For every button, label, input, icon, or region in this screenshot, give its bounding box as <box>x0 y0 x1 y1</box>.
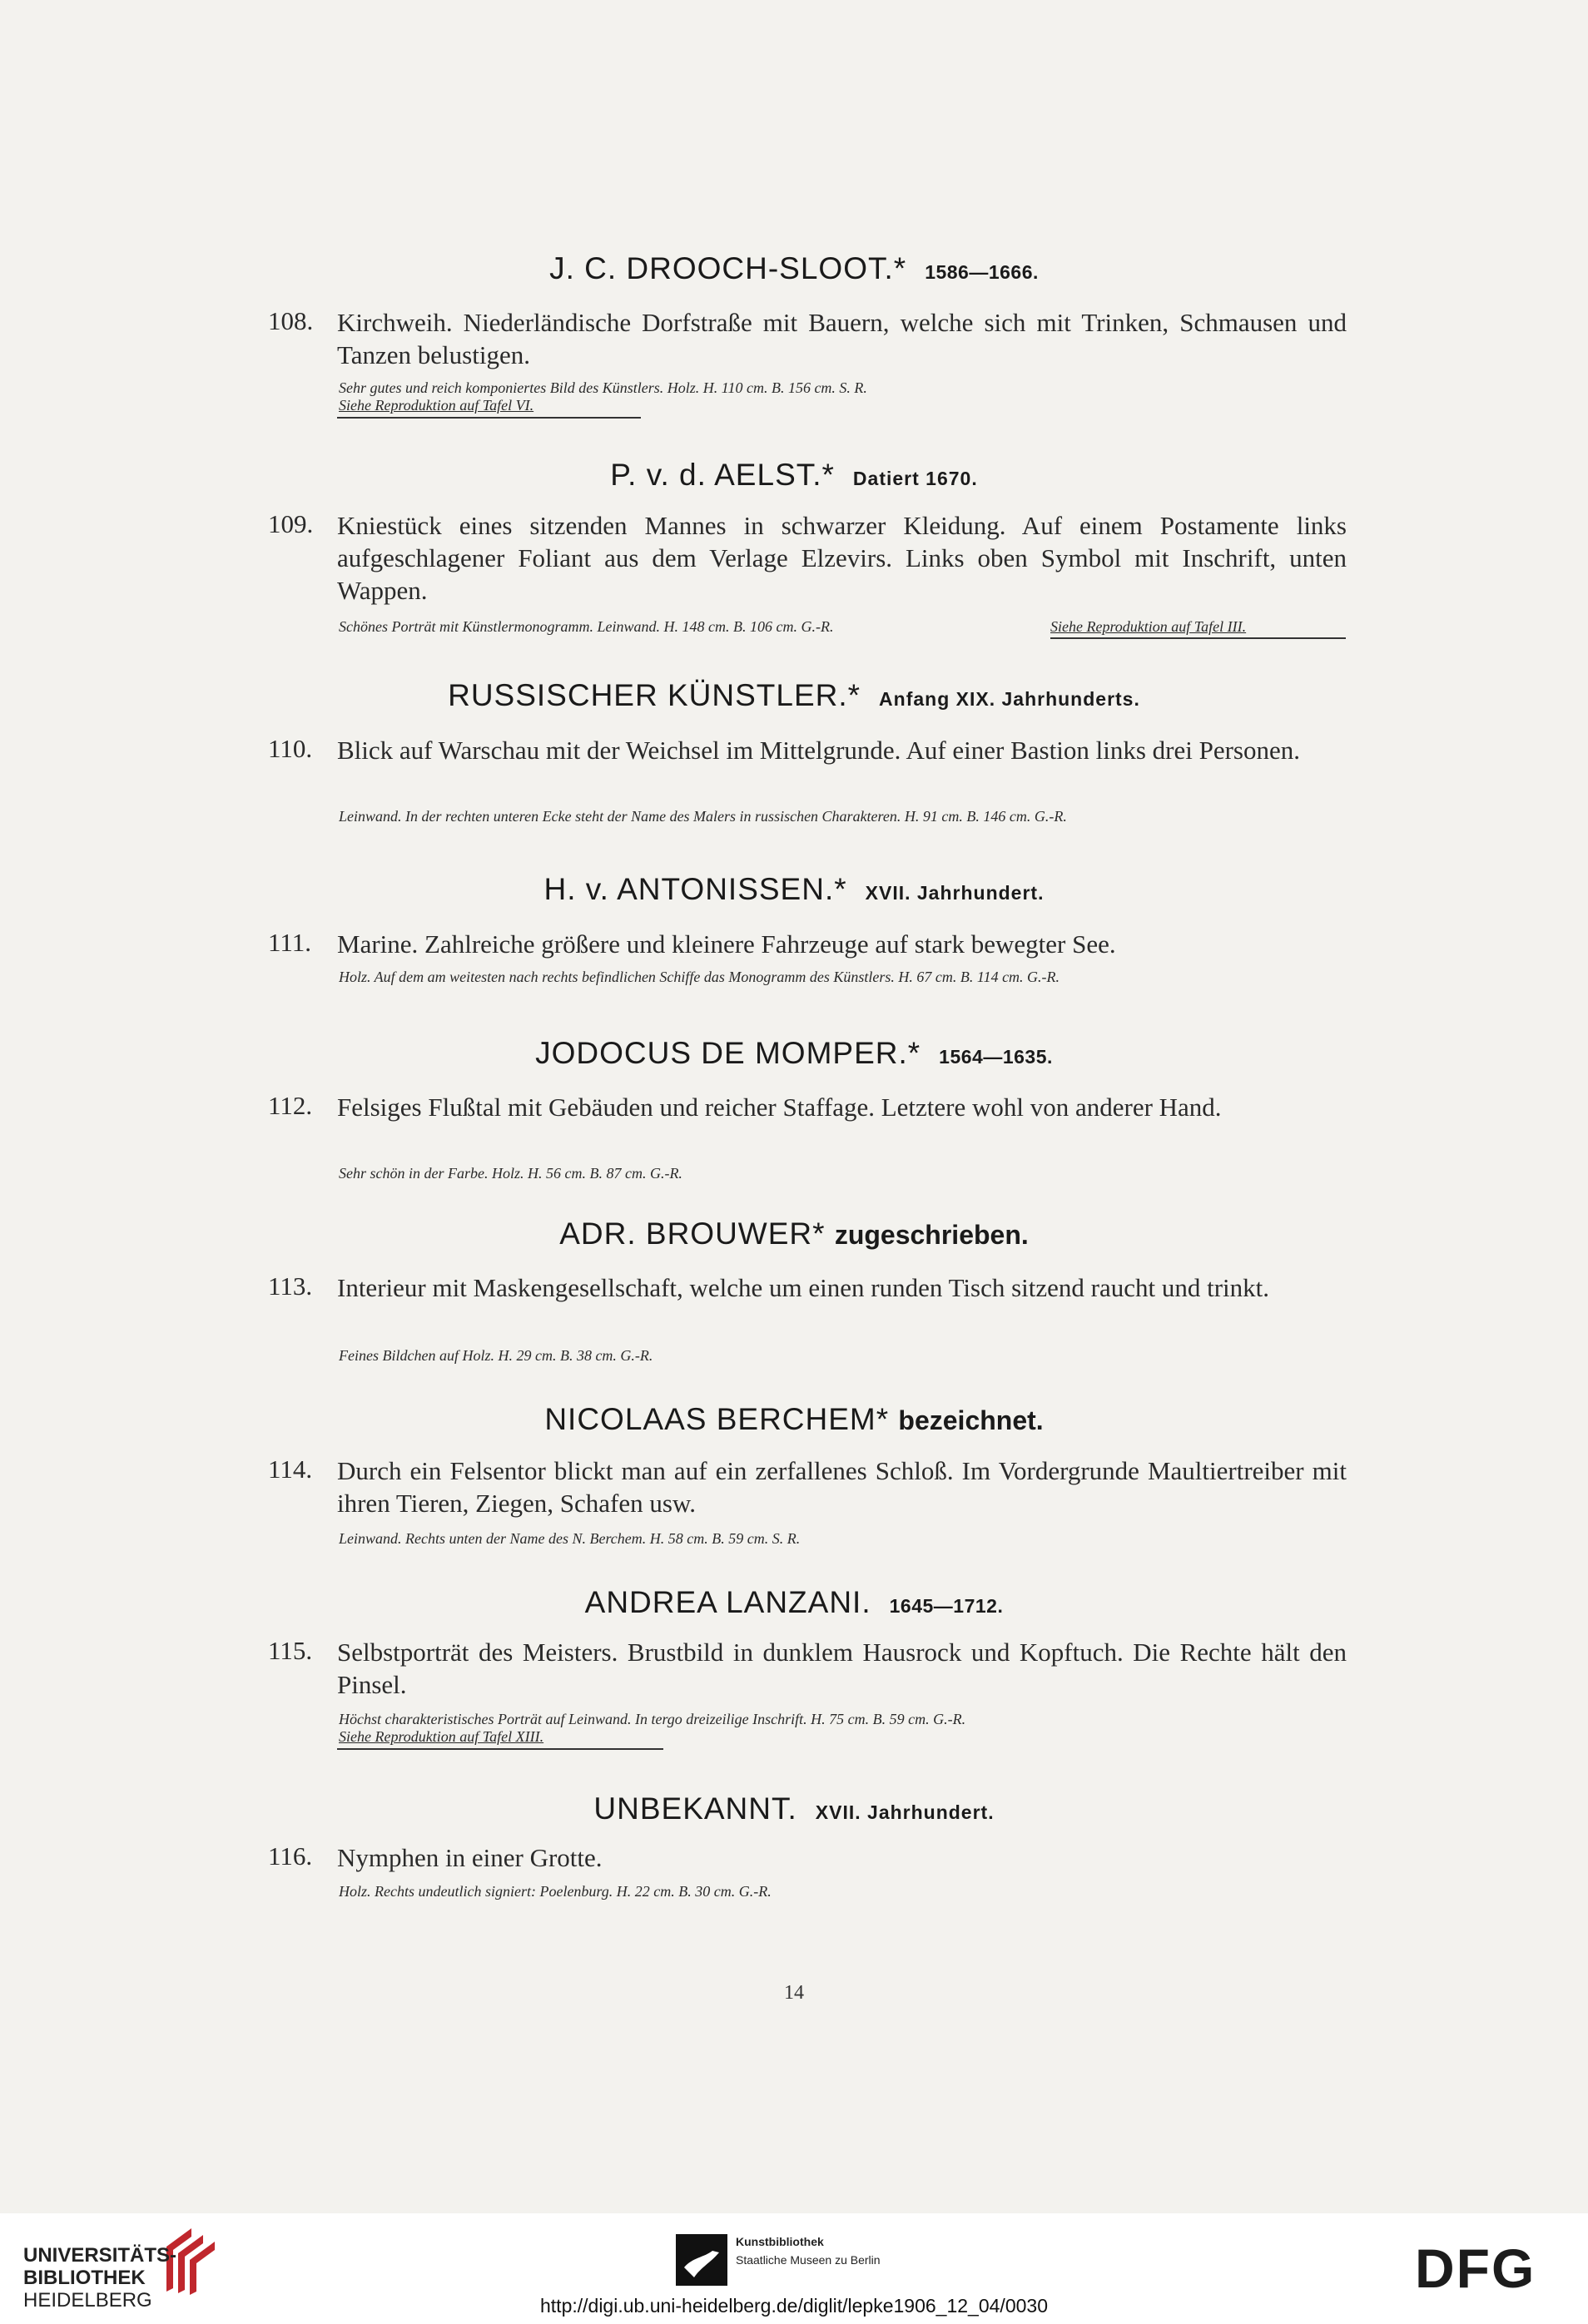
artist-heading: ADR. BROUWER* zugeschrieben. <box>559 1217 1029 1251</box>
artist-heading: J. C. DROOCH-SLOOT.* 1586—1666. <box>549 251 1039 285</box>
divider-rule <box>337 417 641 419</box>
lot-number: 108. <box>268 306 314 335</box>
library-name: UNIVERSITÄTS- BIBLIOTHEK HEIDELBERG <box>23 2244 177 2312</box>
lot-description: Kirchweih. Niederländische Dorfstraße mit Bauern, welche sich mit Trinken, Schmausen und Tanzen belustigen. <box>337 308 1347 369</box>
lot-note: Leinwand. In der rechten unteren Ecke steht der Name des Malers in russischen Charakteren. H. 91 cm. B. 146 cm. G.-R. <box>339 808 1067 825</box>
dfg-logo: DFG <box>1415 2237 1536 2299</box>
lot-note: Schönes Porträt mit Künstlermonogramm. Leinwand. H. 148 cm. B. 106 cm. G.-R. <box>339 618 834 635</box>
page-url[interactable]: http://digi.ub.uni-heidelberg.de/diglit/lepke1906_12_04/0030 <box>540 2295 1048 2317</box>
lot-note: Holz. Rechts undeutlich signiert: Poelenburg. H. 22 cm. B. 30 cm. G.-R. <box>339 1883 772 1900</box>
kunstbibliothek-logo-icon <box>676 2234 727 2286</box>
lot-number: 116. <box>268 1841 313 1871</box>
lot-description: Marine. Zahlreiche größere und kleinere Fahrzeuge auf stark bewegter See. <box>337 929 1116 959</box>
artist-heading: H. v. ANTONISSEN.* XVII. Jahrhundert. <box>543 872 1045 906</box>
divider-rule <box>337 1748 663 1750</box>
artist-heading: ANDREA LANZANI. 1645—1712. <box>584 1585 1004 1619</box>
artist-heading: RUSSISCHER KÜNSTLER.* Anfang XIX. Jahrhunderts. <box>448 678 1140 712</box>
lot-number: 111. <box>268 928 311 957</box>
artist-heading: UNBEKANNT. XVII. Jahrhundert. <box>593 1791 995 1826</box>
plate-reference: Siehe Reproduktion auf Tafel III. <box>1050 618 1247 635</box>
lot-description: Felsiges Flußtal mit Gebäuden und reicher Staffage. Letztere wohl von anderer Hand. <box>337 1093 1222 1122</box>
lot-number: 109. <box>268 509 314 538</box>
lot-number: 115. <box>268 1636 313 1665</box>
lot-number: 114. <box>268 1454 313 1484</box>
lot-description: Durch ein Felsentor blickt man auf ein zerfallenes Schloß. Im Vordergrunde Maultiertreiber mit ihren Tieren, Ziegen, Schafen usw. <box>337 1456 1347 1518</box>
plate-reference: Siehe Reproduktion auf Tafel VI. <box>339 397 534 414</box>
lot-note: Höchst charakteristisches Porträt auf Leinwand. In tergo dreizeilige Inschrift. H. 75 cm. B. 59 cm. G.-R. <box>339 1711 966 1727</box>
lot-number: 112. <box>268 1091 313 1120</box>
lot-note: Sehr schön in der Farbe. Holz. H. 56 cm. B. 87 cm. G.-R. <box>339 1165 682 1182</box>
lot-description: Blick auf Warschau mit der Weichsel im Mittelgrunde. Auf einer Bastion links drei Personen. <box>337 736 1300 765</box>
partner-name: Kunstbibliothek Staatliche Museen zu Berlin <box>736 2235 881 2267</box>
lot-note: Feines Bildchen auf Holz. H. 29 cm. B. 38 cm. G.-R. <box>339 1347 653 1364</box>
artist-heading: JODOCUS DE MOMPER.* 1564—1635. <box>535 1036 1053 1070</box>
lot-description: Selbstporträt des Meisters. Brustbild in dunklem Hausrock und Kopftuch. Die Rechte hält den Pinsel. <box>337 1638 1347 1699</box>
lot-note: Holz. Auf dem am weitesten nach rechts befindlichen Schiffe das Monogramm des Künstlers. H. 67 cm. B. 114 cm. G.-R. <box>339 969 1060 985</box>
lot-number: 113. <box>268 1271 313 1301</box>
lot-note: Sehr gutes und reich komponiertes Bild des Künstlers. Holz. H. 110 cm. B. 156 cm. S. R. <box>339 379 867 396</box>
lot-description: Interieur mit Maskengesellschaft, welche um einen runden Tisch sitzend raucht und trinkt. <box>337 1273 1270 1302</box>
lot-note: Leinwand. Rechts unten der Name des N. Berchem. H. 58 cm. B. 59 cm. S. R. <box>339 1530 801 1547</box>
plate-reference: Siehe Reproduktion auf Tafel XIII. <box>339 1728 544 1745</box>
lot-description: Nymphen in einer Grotte. <box>337 1843 603 1872</box>
divider-rule <box>1050 637 1346 639</box>
lot-description: Kniestück eines sitzenden Mannes in schwarzer Kleidung. Auf einem Postamente links aufgeschlagener Foliant aus dem Verlage Elzevirs. Links oben Symbol mit Inschrift, unten Wappen. <box>337 511 1347 605</box>
artist-heading: P. v. d. AELST.* Datiert 1670. <box>610 458 978 492</box>
artist-heading: NICOLAAS BERCHEM* bezeichnet. <box>544 1402 1044 1436</box>
lot-number: 110. <box>268 734 313 763</box>
page-number: 14 <box>784 1982 804 2004</box>
